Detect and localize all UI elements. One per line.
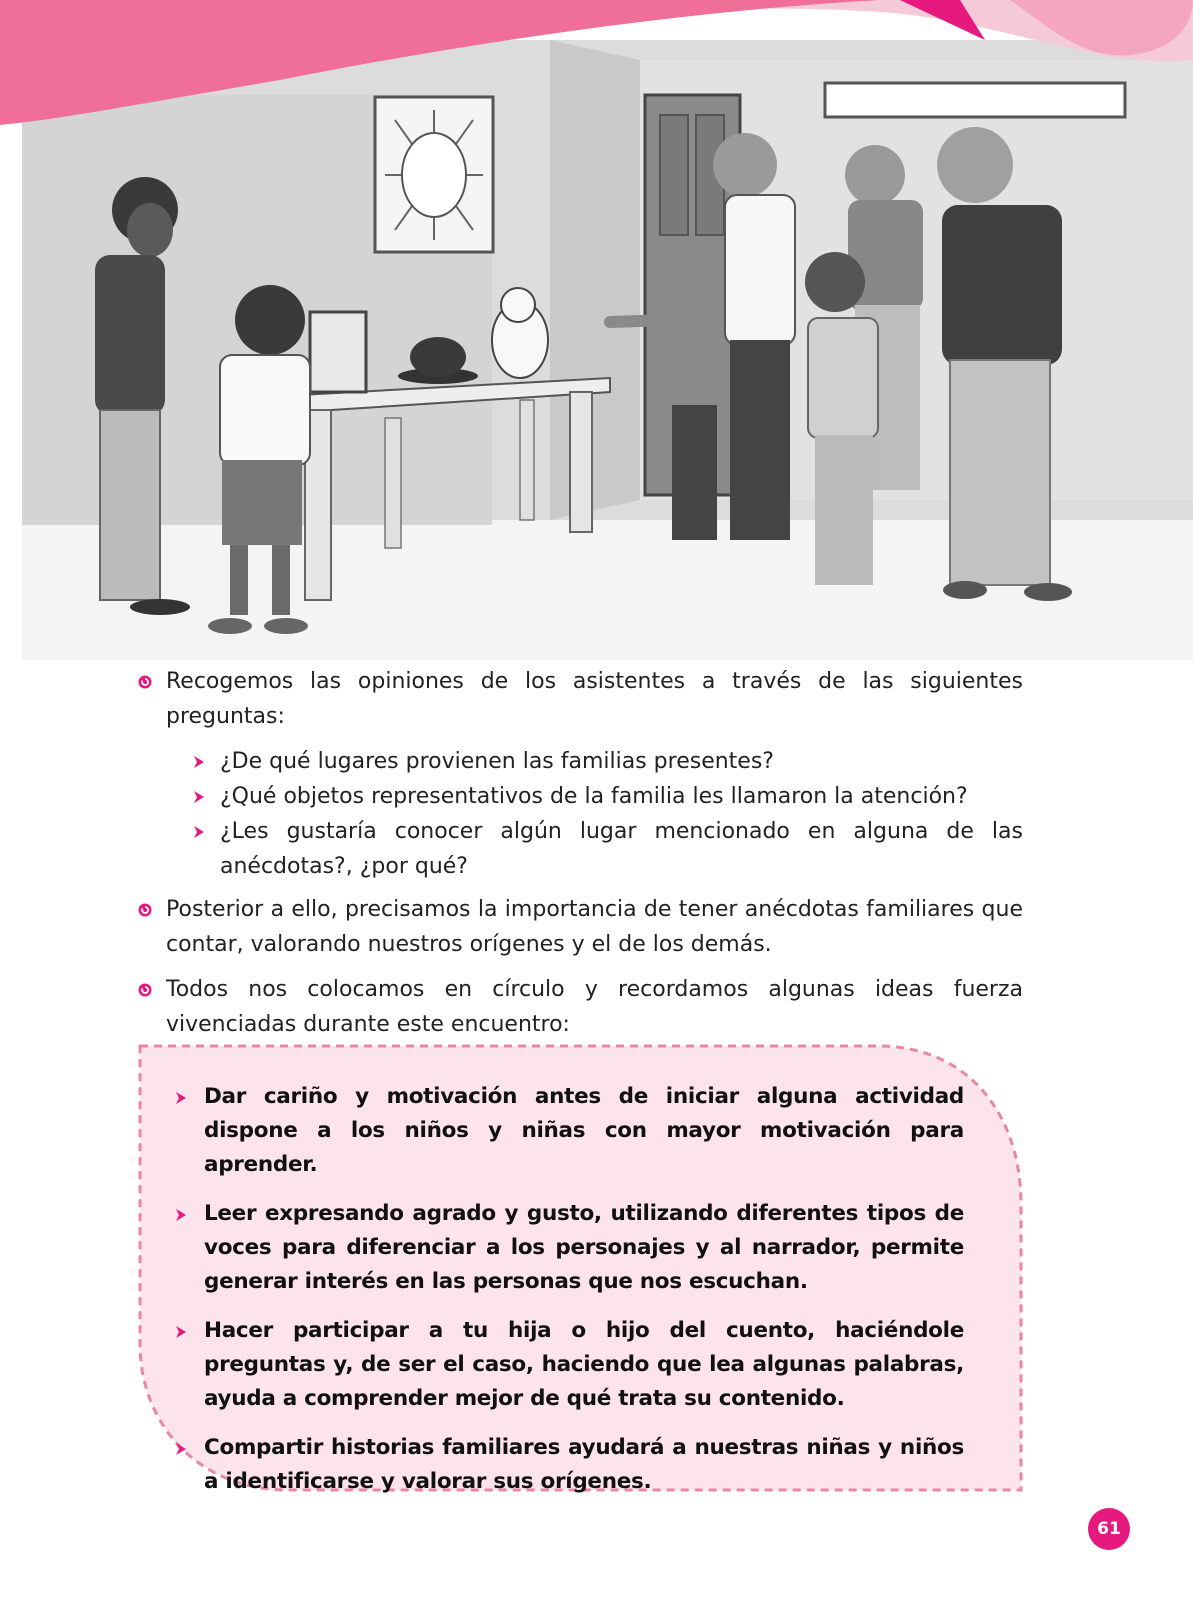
key-idea-text: Leer expresando agrado y gusto, utilizando diferentes tipos de voces para diferenciar a los personajes y al narrador, permite generar interés en las personas que nos escuchan. [204,1201,964,1294]
question-item [192,744,1023,779]
question-text: ¿Les gustaría conocer algún lugar mencionado en alguna de las anécdotas?, ¿por qué? [220,819,1023,879]
question-item [192,779,1023,814]
key-idea-item [174,1197,964,1299]
chevron-right-icon [192,754,206,770]
swirl-bullet-icon [138,675,152,689]
chevron-right-icon [174,1090,188,1106]
chevron-right-icon [174,1207,188,1223]
bullet-text: Todos nos colocamos en círculo y recordamos algunas ideas fuerza vivenciadas durante este encuentro: [166,977,1023,1037]
swirl-bullet-icon [138,983,152,997]
key-idea-item [174,1314,964,1416]
key-idea-text: Dar cariño y motivación antes de iniciar alguna actividad dispone a los niños y niñas con mayor motivación para aprender. [204,1084,964,1177]
key-idea-text: Compartir historias familiares ayudará a nuestras niñas y niños a identificarse y valorar sus orígenes. [204,1435,964,1494]
bullet-text: Recogemos las opiniones de los asistentes a través de las siguientes preguntas: [166,669,1023,729]
key-idea-item [174,1431,964,1499]
bullet-item [138,972,1023,1042]
chevron-right-icon [174,1441,188,1457]
bullet-item [138,892,1023,962]
chevron-right-icon [192,824,206,840]
bullet-text: Posterior a ello, precisamos la importancia de tener anécdotas familiares que contar, valorando nuestros orígenes y el de los demás. [166,897,1023,957]
key-ideas-list [174,1080,964,1514]
key-idea-item [174,1080,964,1182]
page-number: 61 [1088,1508,1130,1550]
question-item [192,814,1023,884]
chevron-right-icon [192,789,206,805]
key-idea-text: Hacer participar a tu hija o hijo del cuento, haciéndole preguntas y, de ser el caso, haciendo que lea algunas palabras, ayuda a comprender mejor de qué trata su contenido. [204,1318,964,1411]
question-list [138,744,1023,884]
question-text: ¿De qué lugares provienen las familias presentes? [220,749,774,774]
family-gathering-illustration [0,0,1193,660]
question-text: ¿Qué objetos representativos de la familia les llamaron la atención? [220,784,968,809]
chevron-right-icon [174,1324,188,1340]
swirl-bullet-icon [138,903,152,917]
bullet-item [138,664,1023,734]
discussion-section [138,664,1023,1052]
